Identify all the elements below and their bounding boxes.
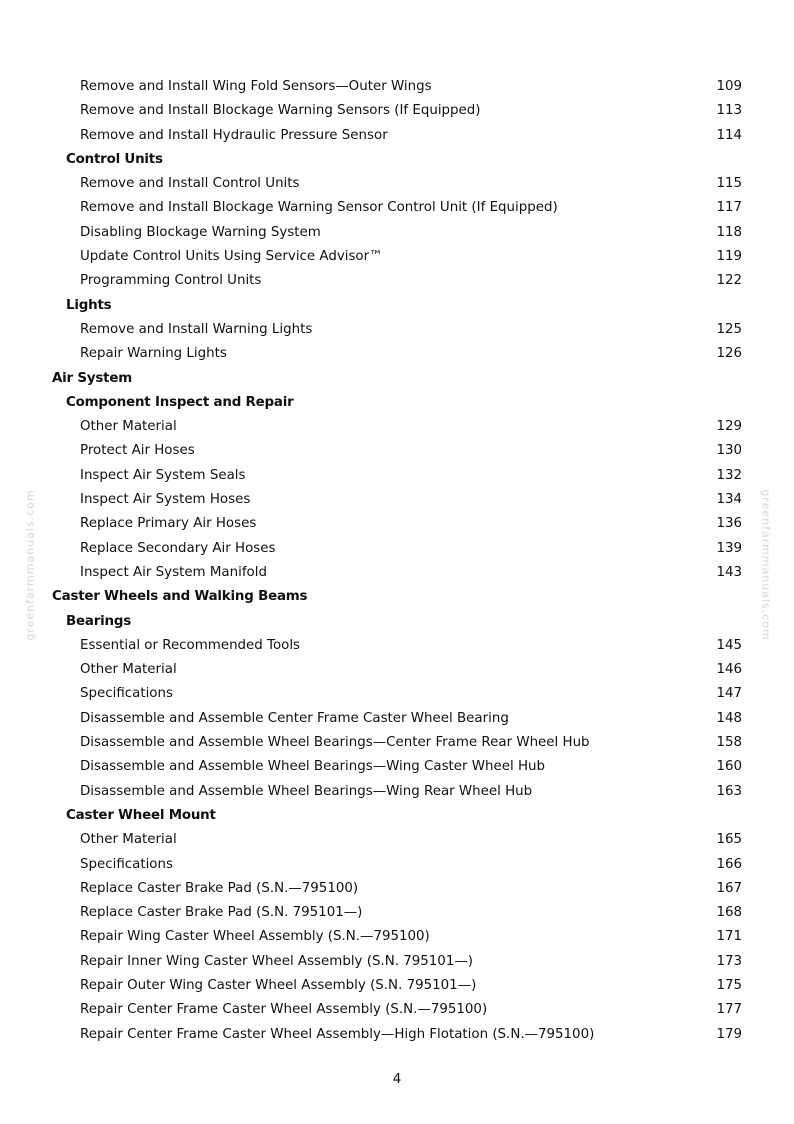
toc-entry-title: Inspect Air System Seals [80,467,246,483]
toc-entry[interactable] [0,561,794,585]
toc-entry-title: Replace Caster Brake Pad (S.N.—795100) [80,880,359,896]
toc-entry-page: 109 [716,79,742,94]
toc-entry-title: Disabling Blockage Warning System [80,224,321,240]
toc-entry-title: Air System [52,370,132,386]
toc-entry-title: Essential or Recommended Tools [80,637,301,653]
toc-entry[interactable] [0,755,794,779]
toc-entry-title: Repair Outer Wing Caster Wheel Assembly (S.N. 795101—) [80,977,477,993]
toc-entry-title: Repair Center Frame Caster Wheel Assembly (S.N.—795100) [80,1002,488,1018]
toc-entry-title: Disassemble and Assemble Wheel Bearings—Center Frame Rear Wheel Hub [80,735,590,751]
toc-section [0,367,794,391]
toc-entry[interactable] [0,658,794,682]
toc-entry-title: Remove and Install Blockage Warning Sensors (If Equipped) [80,103,481,119]
toc-entry-page: 117 [716,200,742,216]
toc-entry-title: Caster Wheel Mount [66,807,216,823]
toc-entry-page: 129 [716,419,742,435]
toc-entry-title: Repair Center Frame Caster Wheel Assembly—High Flotation (S.N.—795100) [80,1026,595,1042]
toc-entry-title: Disassemble and Assemble Center Frame Caster Wheel Bearing [80,710,509,726]
toc-subsection [0,391,794,415]
toc-entry-title: Protect Air Hoses [80,443,195,459]
toc-subsection [0,148,794,172]
toc-entry-title: Disassemble and Assemble Wheel Bearings—Wing Rear Wheel Hub [80,783,533,799]
toc-entry-title: Component Inspect and Repair [66,394,294,410]
toc-entry[interactable] [0,828,794,852]
toc-entry-page: 143 [716,564,742,580]
toc-entry-page: 119 [716,249,742,265]
toc-entry-title: Remove and Install Warning Lights [80,321,313,337]
toc-entry-title: Disassemble and Assemble Wheel Bearings—Wing Caster Wheel Hub [80,759,546,775]
toc-entry[interactable] [0,221,794,245]
toc-entry[interactable] [0,731,794,755]
toc-entry-title: Inspect Air System Manifold [80,564,267,580]
toc-entry[interactable] [0,464,794,488]
toc-entry[interactable] [0,901,794,925]
toc-entry-title: Repair Wing Caster Wheel Assembly (S.N.—795100) [80,929,430,945]
toc-entry-title: Control Units [66,151,163,167]
toc-entry-page: 132 [716,467,742,483]
watermark-right: greenfarmmanuals.com [759,489,773,641]
toc-entry-title: Specifications [80,856,173,872]
toc-entry[interactable] [0,342,794,366]
toc-entry[interactable] [0,950,794,974]
toc-entry-title: Remove and Install Blockage Warning Sensor Control Unit (If Equipped) [80,200,558,216]
toc-entry[interactable] [0,245,794,269]
toc-entry-page: 168 [716,905,742,921]
toc-entry-page: 134 [716,492,742,508]
toc-entry-page: 147 [716,686,742,702]
watermark-left: greenfarmmanuals.com [23,489,37,641]
toc-entry-title: Remove and Install Hydraulic Pressure Sensor [80,127,388,143]
toc-entry-title: Programming Control Units [80,273,262,289]
toc-entry[interactable] [0,1023,794,1047]
toc-entry[interactable] [0,99,794,123]
toc-entry-page: 166 [716,856,742,872]
toc-entry-page: 130 [716,443,742,459]
toc-entry-page: 145 [716,637,742,653]
toc-entry-title: Remove and Install Control Units [80,176,300,192]
toc-entry[interactable] [0,877,794,901]
toc-entry[interactable] [0,172,794,196]
toc-entry-title: Update Control Units Using Service Advisor™ [80,249,383,265]
toc-entry[interactable] [0,537,794,561]
toc-subsection [0,610,794,634]
toc-entry-title: Repair Warning Lights [80,346,227,362]
toc-entry-page: 165 [716,832,742,848]
toc-entry[interactable] [0,269,794,293]
toc-entry[interactable] [0,853,794,877]
toc-entry-page: 125 [716,321,742,337]
toc-entry-title: Replace Secondary Air Hoses [80,540,276,556]
page-number: 4 [392,1072,402,1087]
toc-entry-title: Replace Caster Brake Pad (S.N. 795101—) [80,905,363,921]
toc-entry[interactable] [0,415,794,439]
toc-entry-page: 136 [716,516,742,532]
toc-entry[interactable] [0,925,794,949]
toc-entry[interactable] [0,634,794,658]
toc-entry-page: 173 [716,953,742,969]
toc-entry[interactable] [0,124,794,148]
toc-entry[interactable] [0,512,794,536]
toc-entry[interactable] [0,682,794,706]
toc-entry-title: Other Material [80,832,177,848]
toc-entry[interactable] [0,974,794,998]
toc-entry-page: 118 [716,224,742,240]
toc-entry-title: Remove and Install Wing Fold Sensors—Outer Wings [80,79,432,94]
toc-entry-title: Specifications [80,686,173,702]
toc-entry-page: 126 [716,346,742,362]
toc-entry[interactable] [0,318,794,342]
toc-entry-title: Other Material [80,419,177,435]
toc-entry[interactable] [0,488,794,512]
toc-entry-page: 139 [716,540,742,556]
toc-section [0,585,794,609]
toc-entry[interactable] [0,75,794,99]
toc-entry[interactable] [0,196,794,220]
toc-entry-page: 148 [716,710,742,726]
toc-entry-page: 114 [716,127,742,143]
toc-entry-title: Other Material [80,662,177,678]
toc-entry-page: 175 [716,977,742,993]
toc-entry-title: Bearings [66,613,132,629]
toc-entry-title: Repair Inner Wing Caster Wheel Assembly (S.N. 795101—) [80,953,473,969]
toc-entry-page: 158 [716,735,742,751]
toc-entry[interactable] [0,707,794,731]
toc-subsection [0,294,794,318]
toc-entry-title: Inspect Air System Hoses [80,492,251,508]
toc-entry[interactable] [0,780,794,804]
toc-entry-page: 171 [716,929,742,945]
toc-entry[interactable] [0,998,794,1022]
toc-entry[interactable] [0,439,794,463]
toc-entry-page: 177 [716,1002,742,1018]
toc-entry-title: Caster Wheels and Walking Beams [52,589,308,605]
toc-entry-page: 113 [716,103,742,119]
toc-entry-title: Replace Primary Air Hoses [80,516,257,532]
table-of-contents [0,75,794,1047]
toc-entry-page: 163 [716,783,742,799]
toc-subsection [0,804,794,828]
toc-entry-page: 167 [716,880,742,896]
toc-entry-page: 179 [716,1026,742,1042]
toc-entry-title: Lights [66,297,112,313]
toc-entry-page: 160 [716,759,742,775]
toc-entry-page: 146 [716,662,742,678]
toc-entry-page: 115 [716,176,742,192]
toc-entry-page: 122 [716,273,742,289]
